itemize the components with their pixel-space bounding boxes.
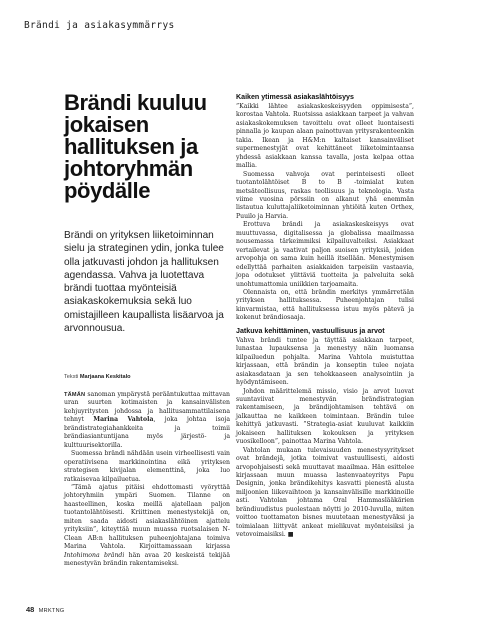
page-footer [26,599,64,617]
body-paragraph: Johdon määrittelemä missio, visio ja arvot luovat suuntaviivat menestyvän brändistrategian rakentamiseen, ja brändijohtamisen tehtävä on jalkauttaa ne kaikkeen toimintaan. Brändin tulee kehittyä jatkuvasti. ”Strategia-asiat kuuluvat kaikkiin jokaiseen hallituksen kokouksen ja yrityksen vuosikelloon”, painottaa Marina Vahtola. [236,387,414,446]
end-mark: ■ [287,531,294,539]
body-paragraph: Vahva brändi tuntee ja täyttää asiakkaan tarpeet, lunastaa lupauksensa ja menestyy näin luomansa kilpailuedun pohjalta. Marina Vahtola muistuttaa kirjassaan, että brändin ja konseptin tulee nojata asiakasdataan ja sen tehokkaaseen analysointiin ja hyödyntämiseen. [236,336,414,387]
body-paragraph: Vahtolan mukaan tulevaisuuden menestysyritykset ovat brändejä, jotka toimivat vastuullisesti, aidosti arvopohjaisesti sekä muuttavat maailmaa. Hän esittelee kirjassaan muun muassa lastenvaateyritys Papu Designin, jonka brändikehitys kasvatti pienestä alusta miljoonien liikevaihtoon ja kansainvälisille markkinoille asti. Vahtolan johtama Oral Hammaslääkärien brändiuudistus puolestaan nöytti jo 2010-luvulla, miten voittoo tuottamaton bisnes muutetaan menestyväksi ja toimialaan liittyvät ankeat mielikuvat myönteisiksi ja vetovoimaisiksi. ■ [236,446,414,539]
body-column-right [236,92,414,540]
article-ingress: Brändi on yrityksen liiketoiminnan sielu ja strateginen ydin, jonka tulee olla jatkuvasti johdon ja hallituksen agendassa. Vahva ja luotettava brändi tuottaa myönteisiä asiakaskokemuksia sekä luo omistajilleen kaupallista lisäarvoa ja arvonnousua. [64,230,224,335]
body-paragraph: TÄMÄN sanoman ympärystä perääntukuttaa mittavan uran suurten kotimaisten ja kansainvälisten kehjuyritysten johdossa ja hallitusammattilaisena tehnyt Marina Vahtola, joka johtaa isoja brändistrategiahankkeita ja toimii brändiasiantuntijana myös järjestö- ja kulttuurisektorilla. [64,391,231,449]
body-paragraph: Suomessa vahvoja ovat perinteisesti olleet tuotantolähtöiset B to B -toimialat kuten metsäteollisuus, raskas teollisuus ja teknologia. Vasta viime vuosina pörssiin on alkanut yhä enemmän listautua kuluttajaliiketoiminnan yhtiöitä kuten Orthex, Puuilo ja Harvia. [236,170,414,220]
article-headline: Brändi kuuluu jokaisen hallituksen ja johtoryhmän pöydälle [64,90,207,203]
page-number: 48 [26,605,35,614]
body-paragraph: ”Tämä ajatus pitäisi ehdottomasti vyöryttää johtoryhmiin ympäri Suomen. Tilanne on haasteellinen, koska meillä ajatellaan paljon tuotantolähtöisesti. Kriittinen menestystekijä on, miten saada aidosti asiakaslähtöinen ajattelu yrityksiin”, kiteyttää muun muassa ruotsalaisen N-Clean AB:n hallituksen puheenjohtajana toimiva Marina Vahtola. Kirjoittamassaan kirjassa Intohimona brändi hän avaa 20 keskeistä tekijää menestyvän brändin rakentamiseksi. [64,483,230,568]
magazine-name: MRKTNG [38,608,65,614]
body-paragraph: ”Kaikki lähtee asiakaskeskeisyyden oppimisesta”, korostaa Vahtola. Ruotsissa asiakkaan tarpeet ja vahvan asiakaskokemuksen tavoittelu ovat olleet luontaisesti pinnalla jo kaupan alaan painottuvan yritysrakenteenkin takia. Ikean ja H&M:n kaltaiset kansainväliset supermenestyjät ovat kehittäneet liiketoimintaansa yhdessä asiakkaan kanssa tavalla, josta kelpaa ottaa mallia. [236,103,414,170]
subheading: Jatkuva kehittäminen, vastuullisuus ja arvot [236,326,385,335]
byline-label: Teksti [64,374,79,380]
person-name: Marina Vahtola [93,416,154,424]
body-paragraph: Suomessa brändi nähdään usein virheellisesti vain operatiivisena markkinointina eikä yrityksen strategisen kivijalan elementtinä, joka luo ratkaisevaa kilpailuetua. [64,450,230,483]
book-title: Intohimona brändi [64,551,125,559]
byline [64,374,131,380]
subheading: Kaiken ytimessä asiakaslähtöisyys [236,93,354,101]
body-column-left [64,391,230,569]
body-paragraph: Erottuva brändi ja asiakaskeskeisyys ovat muuttuvassa, digitalisessa ja globalissa maailmassa nousemassa tärkeimmiksi kilpailuvalteiksi. Asiakkaat vertailevat ja vaativat paljon suoisen yrityksiä, joiden arvopohja on sama kuin heillä itsellään. Menestymisen edellyttää parhaiten asiakkaiden tarpeisiin vastaavia, jopa odotukset ylittäviä tuotteita ja palveluita sekä unohtumattomia uniikkien tarjoamaita. [236,221,414,288]
body-paragraph: Olennaista on, että brändin merkitys ymmärretään yrityksen hallituksessa. Puheenjohtajan tulisi kinvarmistaa, että hallituksessa istuu myös pätevä ja kokenut brändiosaaja. [236,288,414,322]
lead-caps: TÄMÄN [64,392,86,398]
section-label: Brändi ja asiakasymmärrys [24,20,175,31]
byline-author: Marjaana Keskitalo [79,374,131,380]
